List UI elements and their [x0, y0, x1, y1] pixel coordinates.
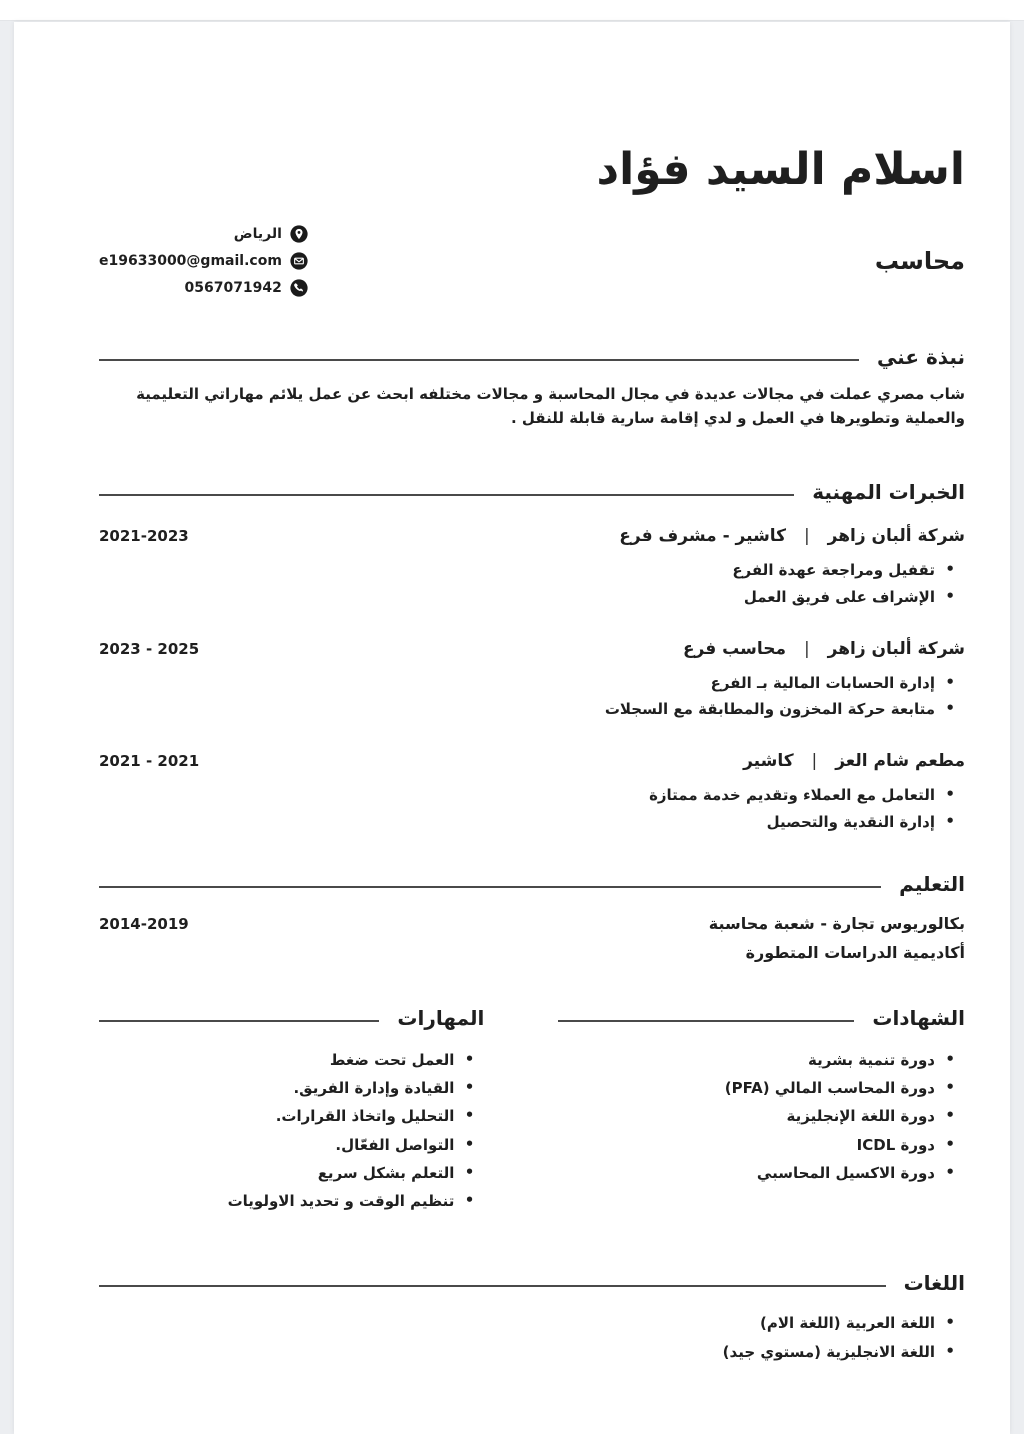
- skill-item: • العمل تحت ضغط: [99, 1050, 474, 1070]
- job-role: كاشير - مشرف فرع: [619, 526, 787, 547]
- section-skills: [99, 1006, 484, 1220]
- section-languages: [99, 1271, 965, 1362]
- job-role: محاسب فرع: [682, 638, 787, 659]
- job-separator: |: [803, 526, 810, 547]
- contact-location-text: الرياض: [233, 226, 282, 243]
- section-certificates-header: [558, 1006, 965, 1030]
- section-education-header: [99, 872, 965, 896]
- contact-email-text: e19633000@gmail.com: [99, 253, 282, 270]
- education-dates: 2014-2019: [99, 914, 189, 933]
- job-bullet-list: [99, 560, 965, 607]
- section-skills-header: [99, 1006, 484, 1030]
- section-languages-header: [99, 1271, 965, 1295]
- section-languages-title: اللغات: [903, 1271, 965, 1296]
- job-bullet: • إدارة الحسابات المالية بـ الفرع: [99, 673, 955, 693]
- education-degree: بكالوريوس تجارة - شعبة محاسبة: [708, 913, 965, 933]
- job-title: [743, 751, 965, 771]
- job-role: كاشير: [743, 751, 794, 772]
- contact-phone-text: 0567071942: [184, 280, 282, 297]
- languages-list: [99, 1313, 965, 1362]
- header-subrow: [99, 225, 965, 297]
- section-experience-header: [99, 480, 965, 504]
- certificate-item: • دورة اللغة الإنجليزية: [558, 1106, 955, 1126]
- job-bullet: • التعامل مع العملاء وتقديم خدمة ممتازة: [99, 785, 955, 805]
- job-dates: 2021 - 2021: [99, 752, 200, 771]
- section-education-title: التعليم: [899, 871, 965, 896]
- section-divider-line: [558, 1020, 854, 1022]
- job-entry: [99, 751, 965, 832]
- skill-item: • تنظيم الوقت و تحديد الاولويات: [99, 1191, 474, 1211]
- section-divider-line: [99, 1285, 886, 1287]
- skills-list: [99, 1050, 484, 1212]
- job-bullet-list: [99, 673, 965, 720]
- location-pin-icon: [290, 225, 308, 243]
- phone-icon: [290, 279, 308, 297]
- contact-phone: [184, 279, 307, 297]
- section-certificates: [558, 1006, 965, 1220]
- job-separator: |: [803, 638, 810, 659]
- certificate-item: • دورة تنمية بشرية: [558, 1050, 955, 1070]
- section-divider-line: [99, 359, 859, 361]
- job-company: شركة ألبان زاهر: [827, 638, 965, 659]
- certificates-list: [558, 1050, 965, 1183]
- job-title-row: [99, 751, 965, 771]
- about-text: شاب مصري عملت في مجالات عديدة في مجال المحاسبة و مجالات مختلفه ابحث عن عمل يلائم مهاراتي التعليمية والعملية وتطويرها في العمل و لدي إقامة سارية قابلة للنقل .: [136, 385, 965, 428]
- language-item: • اللغة الانجليزية (مستوي جيد): [99, 1342, 955, 1362]
- job-title-row: [99, 526, 965, 546]
- section-experience-title: الخبرات المهنية: [812, 480, 965, 505]
- certificates-skills-row: [99, 1006, 965, 1220]
- section-divider-line: [99, 886, 881, 888]
- job-dates: 2021-2023: [99, 527, 189, 546]
- section-about-title: نبذة عني: [876, 345, 965, 370]
- job-company: شركة ألبان زاهر: [827, 526, 965, 547]
- job-separator: |: [811, 751, 818, 772]
- page-title: اسلام السيد فؤاد: [596, 144, 965, 195]
- certificate-item: • دورة الاكسيل المحاسبي: [558, 1163, 955, 1183]
- job-bullet-list: [99, 785, 965, 832]
- section-divider-line: [99, 1020, 379, 1022]
- skill-item: • القيادة وإدارة الفريق.: [99, 1078, 474, 1098]
- section-experience: [99, 480, 965, 832]
- profession-title: محاسب: [874, 247, 965, 276]
- section-about: [99, 345, 965, 430]
- skill-item: • التحليل واتخاذ القرارات.: [99, 1106, 474, 1126]
- job-title: [619, 526, 965, 546]
- contact-email: [99, 252, 308, 270]
- contact-block: [99, 225, 308, 297]
- section-education: [99, 872, 965, 962]
- section-about-header: [99, 345, 965, 369]
- job-entry: [99, 639, 965, 720]
- education-school: أكاديمية الدراسات المتطورة: [745, 942, 965, 962]
- section-skills-title: المهارات: [397, 1005, 485, 1030]
- job-bullet: • إدارة النقدية والتحصيل: [99, 812, 955, 832]
- job-company: مطعم شام العز: [835, 751, 965, 772]
- job-title: [683, 639, 965, 659]
- job-title-row: [99, 639, 965, 659]
- resume-page: [14, 22, 1010, 1434]
- section-divider-line: [99, 494, 794, 496]
- section-certificates-title: الشهادات: [872, 1005, 965, 1030]
- job-dates: 2023 - 2025: [99, 639, 200, 658]
- education-degree-row: [99, 914, 965, 933]
- viewer-canvas: [0, 21, 1024, 1434]
- skill-item: • التواصل الفعّال.: [99, 1135, 474, 1155]
- job-bullet: • الإشراف على فريق العمل: [99, 587, 955, 607]
- certificate-item: • دورة ICDL: [558, 1135, 955, 1155]
- contact-location: [234, 225, 308, 243]
- language-item: • اللغة العربية (اللغة الام): [99, 1313, 955, 1333]
- job-entry: [99, 526, 965, 607]
- skill-item: • التعلم بشكل سريع: [99, 1163, 474, 1183]
- certificate-item: • دورة المحاسب المالي (PFA): [558, 1078, 955, 1098]
- job-bullet: • متابعة حركة المخزون والمطابقة مع السجلات: [99, 699, 955, 719]
- email-icon: [290, 252, 308, 270]
- job-bullet: • تقفيل ومراجعة عهدة الفرع: [99, 560, 955, 580]
- viewer-top-strip: [0, 0, 1024, 21]
